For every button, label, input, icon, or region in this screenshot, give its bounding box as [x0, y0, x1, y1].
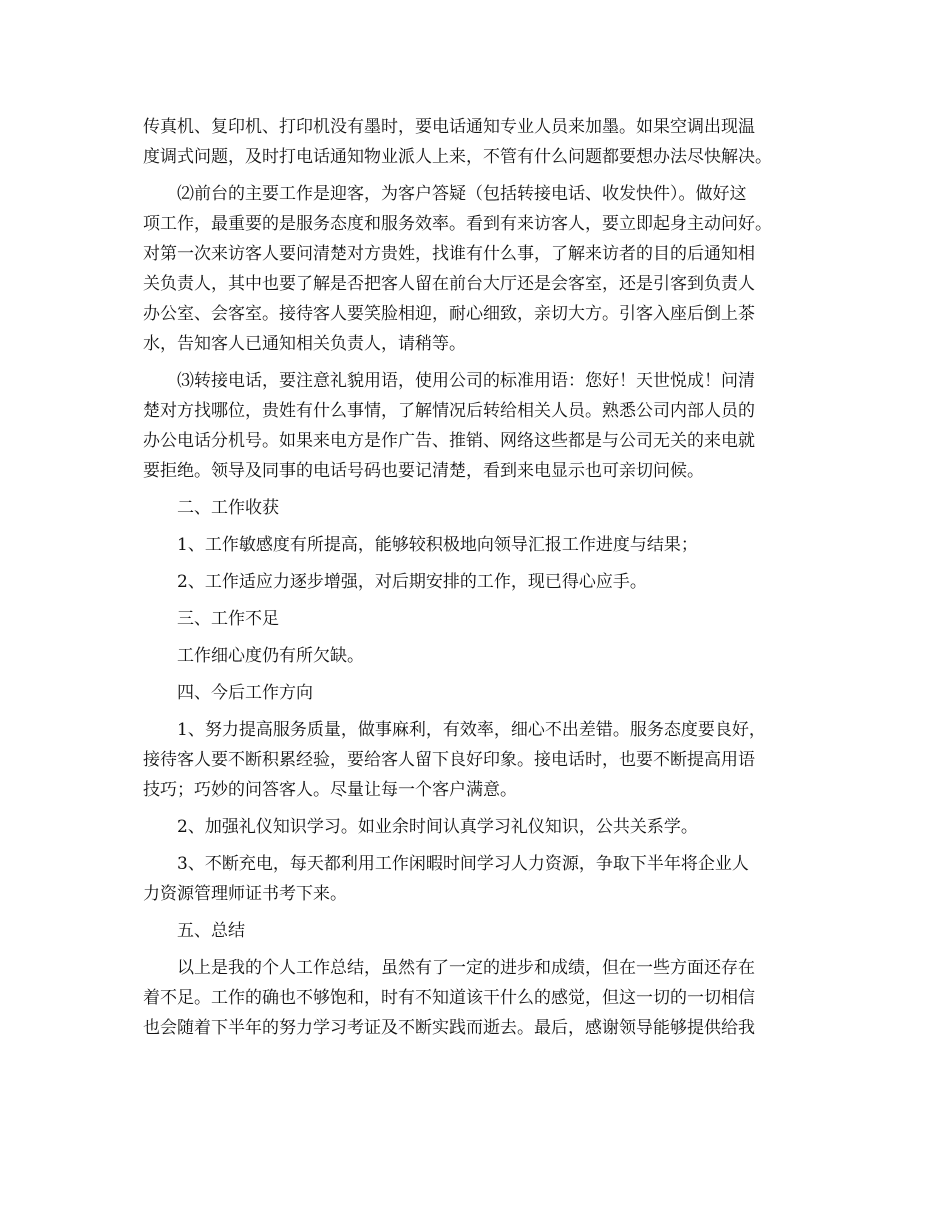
paragraph [143, 112, 813, 172]
paragraph [143, 567, 813, 597]
paragraph [143, 678, 813, 708]
text-line: 办公室、会客室。接待客人要笑脸相迎，耐心细致，亲切大方。引客入座后倒上茶 [143, 304, 755, 324]
text-line: 水，告知客人已通知相关负责人，请稍等。 [143, 334, 466, 354]
text-line: 度调式问题，及时打电话通知物业派人上来，不管有什么问题都要想办法尽快解决。 [143, 147, 772, 167]
paragraph [143, 916, 813, 946]
paragraph [143, 530, 813, 560]
text-line: 以上是我的个人工作总结，虽然有了一定的进步和成绩，但在一些方面还存在 [177, 958, 755, 978]
paragraph-gap [143, 359, 813, 366]
text-line: 关负责人，其中也要了解是否把客人留在前台大厅还是会客室，还是引客到负责人 [143, 274, 755, 294]
text-line: ⑵前台的主要工作是迎客，为客户答疑（包括转接电话、收发快件）。做好这 [177, 184, 747, 204]
paragraph [143, 849, 813, 909]
paragraph [143, 641, 813, 671]
text-line: 要拒绝。领导及同事的电话号码也要记清楚，看到来电显示也可亲切问候。 [143, 461, 704, 481]
paragraph [143, 366, 813, 486]
paragraph-gap [143, 523, 813, 530]
document-body [143, 112, 813, 1043]
paragraph [143, 493, 813, 523]
paragraph [143, 179, 813, 359]
text-line: 三、工作不足 [177, 609, 279, 629]
text-line: 接待客人要不断积累经验，要给客人留下良好印象。接电话时，也要不断提高用语 [143, 750, 755, 770]
text-line: 二、工作收获 [177, 498, 279, 518]
paragraph [143, 953, 813, 1043]
text-line: 传真机、复印机、打印机没有墨时，要电话通知专业人员来加墨。如果空调出现温 [143, 117, 755, 137]
text-line: 1、工作敏感度有所提高，能够较积极地向领导汇报工作进度与结果； [177, 535, 698, 555]
text-line: 技巧；巧妙的问答客人。尽量让每一个客户满意。 [143, 780, 517, 800]
text-line: 也会随着下半年的努力学习考证及不断实践而逝去。最后，感谢领导能够提供给我 [143, 1018, 755, 1038]
text-line: 着不足。工作的确也不够饱和，时有不知道该干什么的感觉，但这一切的一切相信 [143, 988, 755, 1008]
text-line: 楚对方找哪位，贵姓有什么事情，了解情况后转给相关人员。熟悉公司内部人员的 [143, 401, 755, 421]
text-line: 项工作，最重要的是服务态度和服务效率。看到有来访客人，要立即起身主动问好。 [143, 214, 772, 234]
paragraph-gap [143, 671, 813, 678]
paragraph-gap [143, 909, 813, 916]
paragraph-gap [143, 560, 813, 567]
paragraph-gap [143, 946, 813, 953]
paragraph-gap [143, 597, 813, 604]
paragraph-gap [143, 708, 813, 715]
text-line: 2、工作适应力逐步增强，对后期安排的工作，现已得心应手。 [177, 572, 647, 592]
text-line: 办公电话分机号。如果来电方是作广告、推销、网络这些都是与公司无关的来电就 [143, 431, 755, 451]
paragraph-gap [143, 172, 813, 179]
text-line: 五、总结 [177, 921, 245, 941]
paragraph [143, 812, 813, 842]
text-line: 工作细心度仍有所欠缺。 [177, 646, 364, 666]
paragraph [143, 715, 813, 805]
text-line: 2、加强礼仪知识学习。如业余时间认真学习礼仪知识，公共关系学。 [177, 817, 698, 837]
text-line: 对第一次来访客人要问清楚对方贵姓，找谁有什么事，了解来访者的目的后通知相 [143, 244, 755, 264]
text-line: 3、不断充电，每天都利用工作闲暇时间学习人力资源，争取下半年将企业人 [177, 854, 749, 874]
paragraph-gap [143, 842, 813, 849]
text-line: 四、今后工作方向 [177, 683, 313, 703]
text-line: ⑶转接电话，要注意礼貌用语，使用公司的标准用语：您好！天世悦成！问清 [177, 371, 755, 391]
text-line: 1、努力提高服务质量，做事麻利，有效率，细心不出差错。服务态度要良好， [177, 720, 766, 740]
text-line: 力资源管理师证书考下来。 [143, 884, 347, 904]
paragraph [143, 604, 813, 634]
paragraph-gap [143, 634, 813, 641]
paragraph-gap [143, 805, 813, 812]
paragraph-gap [143, 486, 813, 493]
